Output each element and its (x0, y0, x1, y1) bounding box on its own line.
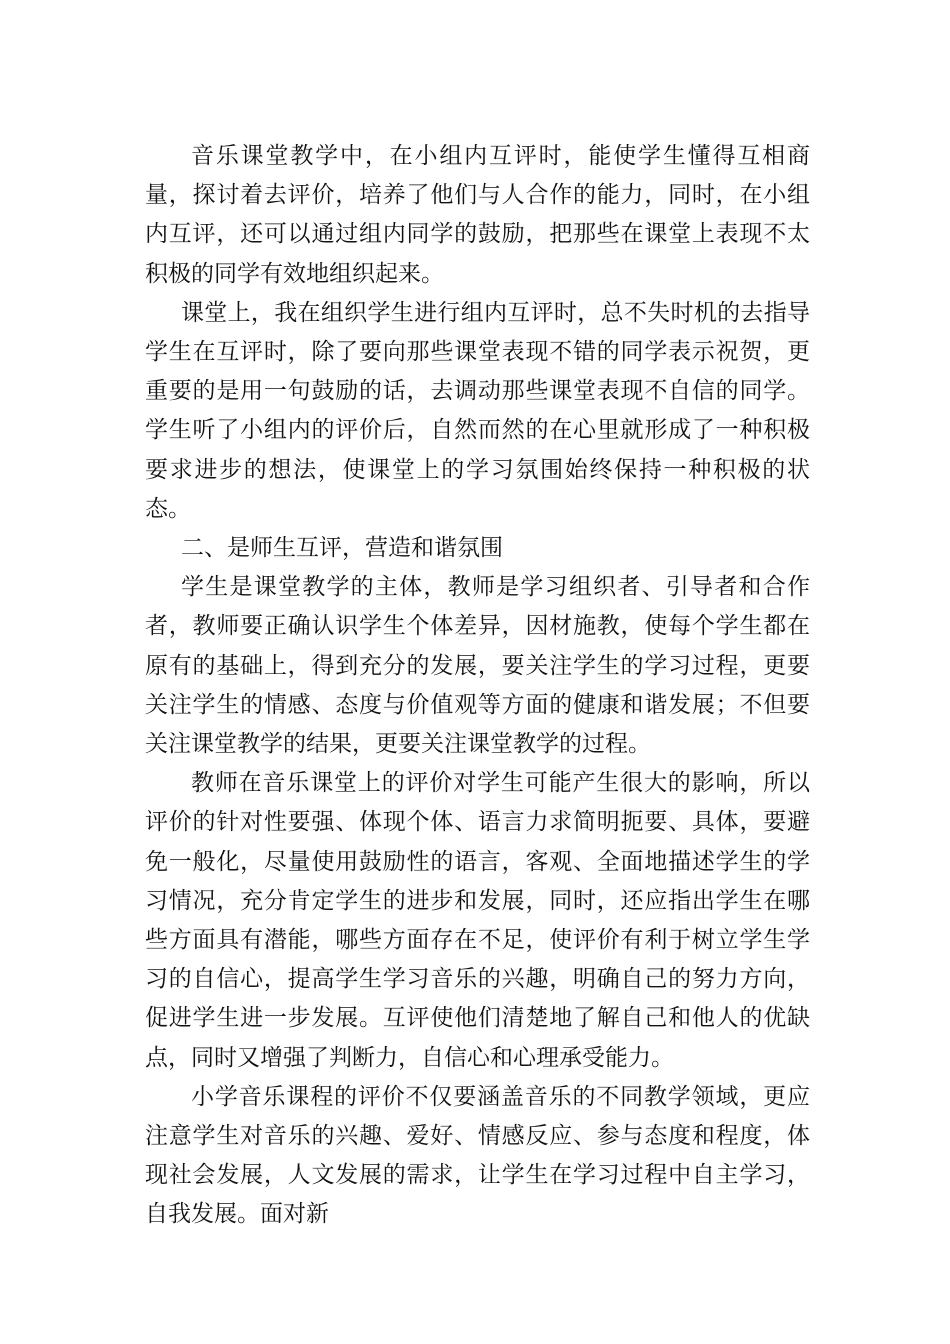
paragraph-classroom-guidance: 课堂上，我在组织学生进行组内互评时，总不失时机的去指导学生在互评时，除了要向那些课堂表现不错的同学表示祝贺，更重要的是用一句鼓励的话，去调动那些课堂表现不自信的同学。学生听了小组内的评价后，自然而然的在心里就形成了一种积极要求进步的想法，使课堂上的学习氛围始终保持一种积极的状态。 (145, 299, 810, 522)
paragraph-students-as-subject: 学生是课堂教学的主体，教师是学习组织者、引导者和合作者，教师要正确认识学生个体差异，因材施教，使每个学生都在原有的基础上，得到充分的发展，要关注学生的学习过程，更要关注学生的情感、态度与价值观等方面的健康和谐发展；不但要关注课堂教学的结果，更要关注课堂教学的过程。 (145, 574, 810, 758)
paragraph-teacher-evaluation: 教师在音乐课堂上的评价对学生可能产生很大的影响，所以评价的针对性要强、体现个体、语言力求简明扼要、具体，要避免一般化，尽量使用鼓励性的语言，客观、全面地描述学生的学习情况，充分肯定学生的进步和发展，同时，还应指出学生在哪些方面具有潜能，哪些方面存在不足，使评价有利于树立学生学习的自信心，提高学生学习音乐的兴趣，明确自己的努力方向，促进学生进一步发展。互评使他们清楚地了解自己和他人的优缺点，同时又增强了判断力，自信心和心理承受能力。 (145, 770, 810, 1071)
section-heading-teacher-student-review: 二、是师生互评，营造和谐氛围 (181, 535, 503, 562)
document-body (145, 137, 810, 1235)
paragraph-music-curriculum-evaluation: 小学音乐课程的评价不仅要涵盖音乐的不同教学领域，更应注意学生对音乐的兴趣、爱好、情感反应、参与态度和程度，体现社会发展，人文发展的需求，让学生在学习过程中自主学习，自我发展。面对新 (145, 1083, 810, 1228)
paragraph-peer-review-in-groups: 音乐课堂教学中，在小组内互评时，能使学生懂得互相商量，探讨着去评价，培养了他们与人合作的能力，同时，在小组内互评，还可以通过组内同学的鼓励，把那些在课堂上表现不太积极的同学有效地组织起来。 (145, 143, 810, 287)
